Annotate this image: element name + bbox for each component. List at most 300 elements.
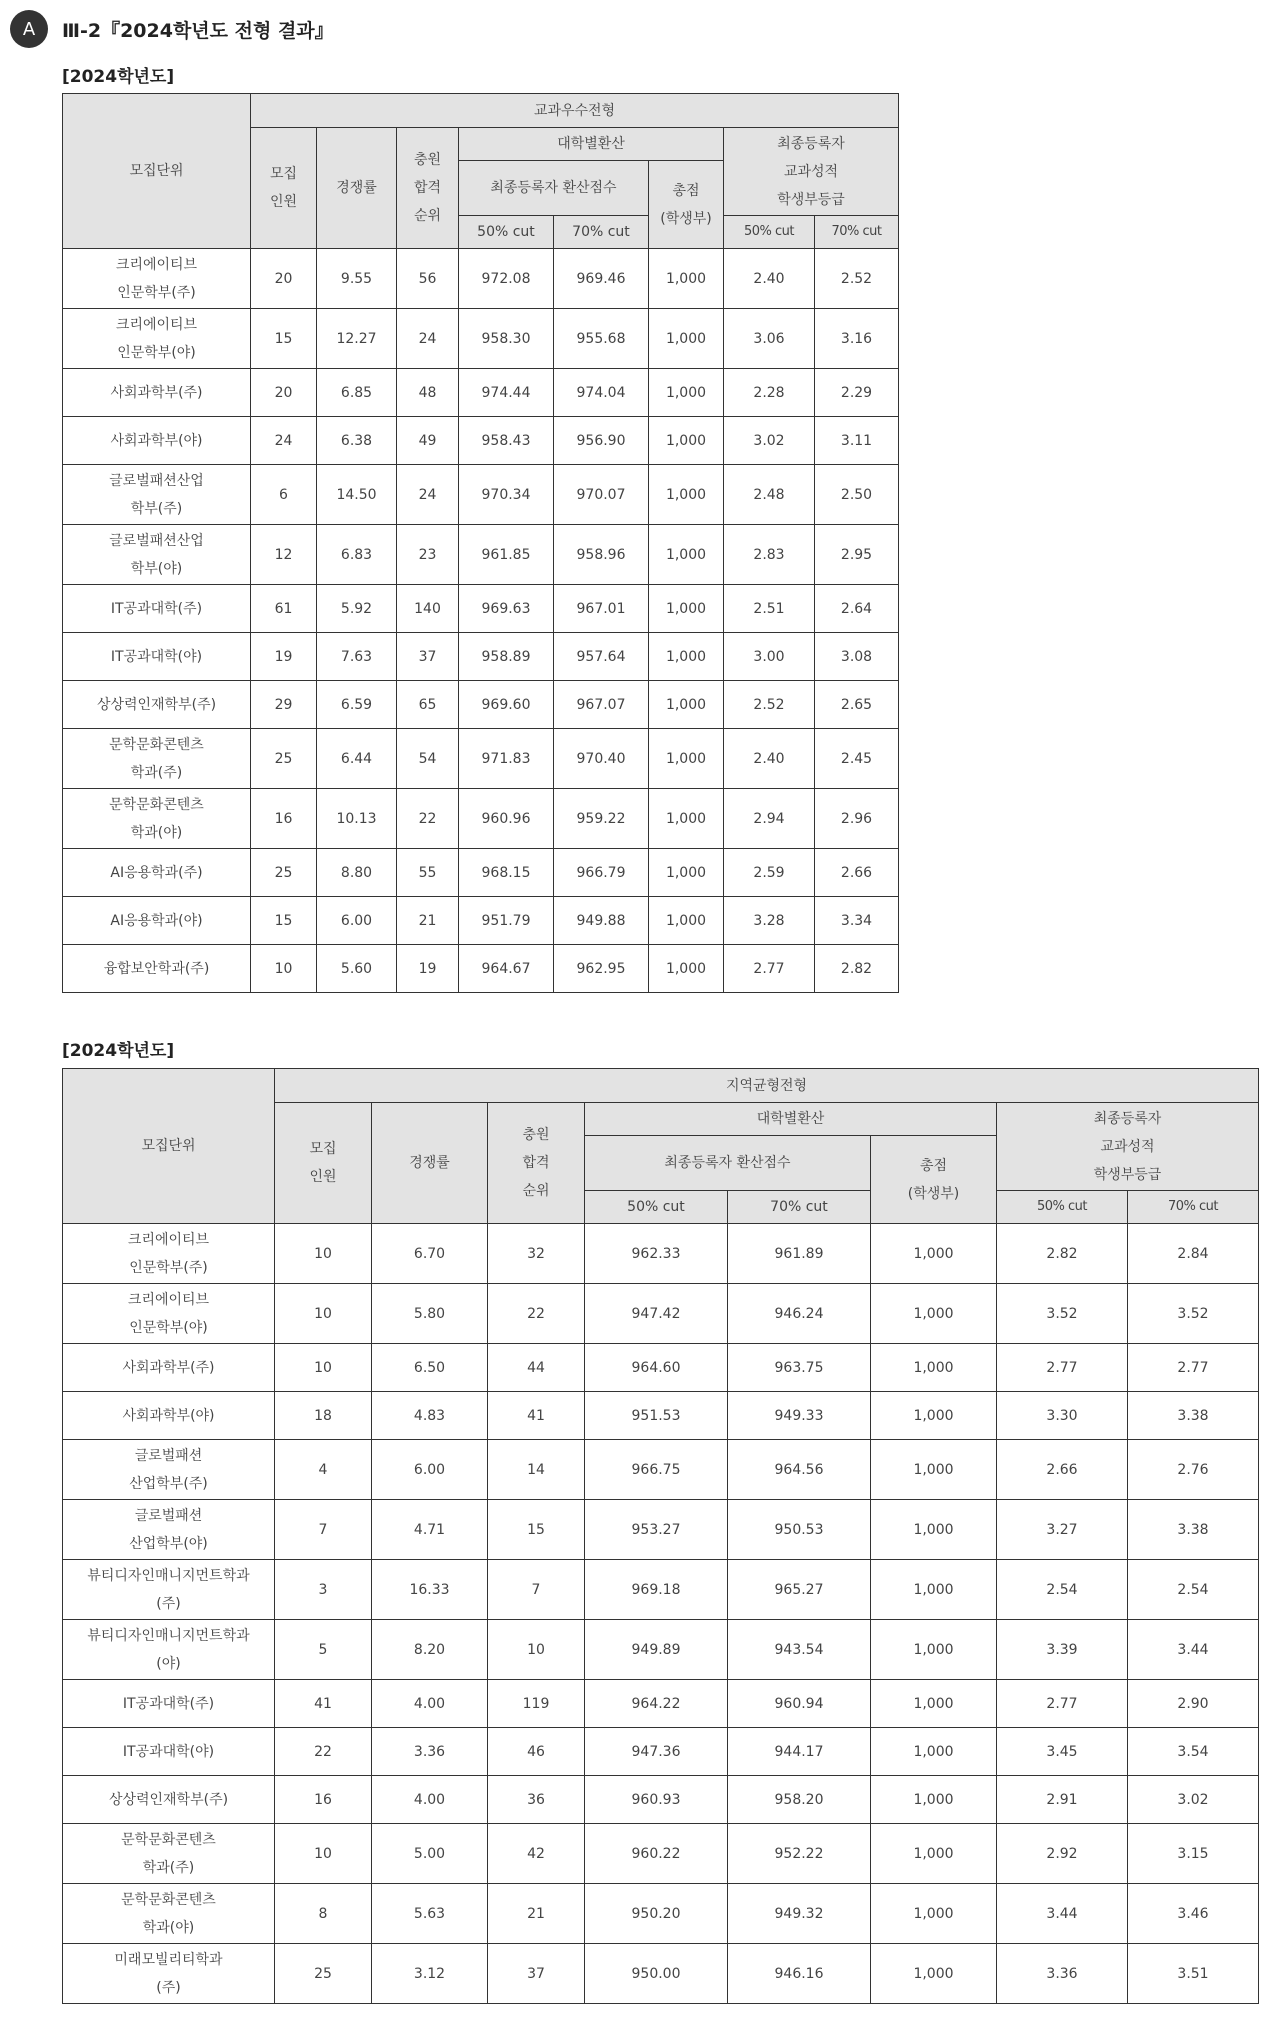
conv-50-cell: 947.42 — [585, 1284, 728, 1344]
recruit-cell: 18 — [275, 1392, 372, 1440]
grade-70-cell: 2.50 — [815, 465, 899, 525]
unit-cell: 문학문화콘텐츠 학과(야) — [63, 789, 251, 849]
total-cell: 1,000 — [649, 945, 724, 993]
rate-cell: 6.85 — [317, 369, 397, 417]
waitlist-cell: 23 — [397, 525, 459, 585]
header-univ-conv: 대학별환산 — [459, 128, 724, 161]
table1-subtitle: [2024학년도] — [62, 67, 175, 87]
total-cell: 1,000 — [871, 1728, 997, 1776]
rate-cell: 8.80 — [317, 849, 397, 897]
total-cell: 1,000 — [649, 897, 724, 945]
header-conv-70: 70% cut — [728, 1191, 871, 1224]
conv-50-cell: 964.67 — [459, 945, 554, 993]
conv-70-cell: 967.07 — [554, 681, 649, 729]
grade-50-cell: 2.40 — [724, 249, 815, 309]
conv-70-cell: 956.90 — [554, 417, 649, 465]
unit-cell: 융합보안학과(주) — [63, 945, 251, 993]
total-cell: 1,000 — [871, 1500, 997, 1560]
recruit-cell: 6 — [251, 465, 317, 525]
table-row — [63, 525, 899, 585]
table-row — [63, 369, 899, 417]
grade-70-cell: 2.77 — [1128, 1344, 1259, 1392]
rate-cell: 6.50 — [372, 1344, 488, 1392]
grade-50-cell: 2.48 — [724, 465, 815, 525]
waitlist-cell: 10 — [488, 1620, 585, 1680]
grade-70-cell: 3.44 — [1128, 1620, 1259, 1680]
conv-70-cell: 943.54 — [728, 1620, 871, 1680]
rate-cell: 6.00 — [317, 897, 397, 945]
recruit-cell: 7 — [275, 1500, 372, 1560]
waitlist-cell: 32 — [488, 1224, 585, 1284]
grade-70-cell: 3.52 — [1128, 1284, 1259, 1344]
grade-50-cell: 3.44 — [997, 1884, 1128, 1944]
rate-cell: 5.80 — [372, 1284, 488, 1344]
conv-70-cell: 949.88 — [554, 897, 649, 945]
grade-70-cell: 2.52 — [815, 249, 899, 309]
rate-cell: 6.38 — [317, 417, 397, 465]
grade-70-cell: 2.29 — [815, 369, 899, 417]
header-conv-50: 50% cut — [459, 216, 554, 249]
total-cell: 1,000 — [871, 1884, 997, 1944]
waitlist-cell: 49 — [397, 417, 459, 465]
table-row — [63, 1344, 1259, 1392]
conv-70-cell: 969.46 — [554, 249, 649, 309]
conv-50-cell: 953.27 — [585, 1500, 728, 1560]
table-row — [63, 585, 899, 633]
table-row — [63, 1680, 1259, 1728]
grade-50-cell: 3.36 — [997, 1944, 1128, 2004]
unit-cell: 뷰티디자인매니지먼트학과 (야) — [63, 1620, 275, 1680]
conv-70-cell: 960.94 — [728, 1680, 871, 1728]
conv-50-cell: 969.63 — [459, 585, 554, 633]
grade-50-cell: 2.52 — [724, 681, 815, 729]
header-track: 교과우수전형 — [251, 94, 899, 128]
table-row — [63, 1776, 1259, 1824]
grade-50-cell: 2.59 — [724, 849, 815, 897]
grade-50-cell: 3.06 — [724, 309, 815, 369]
conv-70-cell: 962.95 — [554, 945, 649, 993]
rate-cell: 5.63 — [372, 1884, 488, 1944]
unit-cell: IT공과대학(주) — [63, 1680, 275, 1728]
recruit-cell: 24 — [251, 417, 317, 465]
waitlist-cell: 22 — [397, 789, 459, 849]
grade-50-cell: 2.66 — [997, 1440, 1128, 1500]
grade-70-cell: 2.64 — [815, 585, 899, 633]
grade-70-cell: 3.11 — [815, 417, 899, 465]
rate-cell: 5.92 — [317, 585, 397, 633]
grade-50-cell: 3.00 — [724, 633, 815, 681]
table-row — [63, 249, 899, 309]
table-row — [63, 633, 899, 681]
table-row — [63, 417, 899, 465]
header-conv-50: 50% cut — [585, 1191, 728, 1224]
grade-70-cell: 2.96 — [815, 789, 899, 849]
waitlist-cell: 22 — [488, 1284, 585, 1344]
header-rate: 경쟁률 — [372, 1103, 488, 1224]
grade-70-cell: 3.38 — [1128, 1500, 1259, 1560]
unit-cell: 사회과학부(야) — [63, 417, 251, 465]
total-cell: 1,000 — [649, 309, 724, 369]
unit-cell: 미래모빌리티학과 (주) — [63, 1944, 275, 2004]
conv-50-cell: 950.00 — [585, 1944, 728, 2004]
grade-50-cell: 2.40 — [724, 729, 815, 789]
conv-50-cell: 958.30 — [459, 309, 554, 369]
table2-subtitle: [2024학년도] — [62, 1041, 175, 1061]
unit-cell: 크리에이티브 인문학부(야) — [63, 309, 251, 369]
waitlist-cell: 14 — [488, 1440, 585, 1500]
conv-50-cell: 966.75 — [585, 1440, 728, 1500]
recruit-cell: 41 — [275, 1680, 372, 1728]
conv-50-cell: 968.15 — [459, 849, 554, 897]
rate-cell: 8.20 — [372, 1620, 488, 1680]
waitlist-cell: 41 — [488, 1392, 585, 1440]
total-cell: 1,000 — [871, 1344, 997, 1392]
conv-50-cell: 960.93 — [585, 1776, 728, 1824]
header-final-conv: 최종등록자 환산점수 — [585, 1136, 871, 1191]
unit-cell: IT공과대학(주) — [63, 585, 251, 633]
conv-70-cell: 970.40 — [554, 729, 649, 789]
rate-cell: 9.55 — [317, 249, 397, 309]
total-cell: 1,000 — [871, 1944, 997, 2004]
table-row — [63, 1224, 1259, 1284]
recruit-cell: 25 — [251, 729, 317, 789]
conv-50-cell: 960.96 — [459, 789, 554, 849]
total-cell: 1,000 — [871, 1824, 997, 1884]
header-grade-70: 70% cut — [815, 216, 899, 249]
recruit-cell: 22 — [275, 1728, 372, 1776]
waitlist-cell: 37 — [488, 1944, 585, 2004]
total-cell: 1,000 — [871, 1392, 997, 1440]
conv-70-cell: 949.33 — [728, 1392, 871, 1440]
total-cell: 1,000 — [871, 1224, 997, 1284]
table-row — [63, 309, 899, 369]
conv-70-cell: 949.32 — [728, 1884, 871, 1944]
rate-cell: 6.00 — [372, 1440, 488, 1500]
conv-70-cell: 970.07 — [554, 465, 649, 525]
grade-50-cell: 3.02 — [724, 417, 815, 465]
rate-cell: 12.27 — [317, 309, 397, 369]
conv-70-cell: 957.64 — [554, 633, 649, 681]
table-kyogwa-result — [62, 93, 899, 993]
waitlist-cell: 36 — [488, 1776, 585, 1824]
waitlist-cell: 15 — [488, 1500, 585, 1560]
recruit-cell: 25 — [275, 1944, 372, 2004]
table-row — [63, 1500, 1259, 1560]
unit-cell: 글로벌패션산업 학부(주) — [63, 465, 251, 525]
conv-70-cell: 959.22 — [554, 789, 649, 849]
grade-50-cell: 2.77 — [997, 1344, 1128, 1392]
unit-cell: 문학문화콘텐츠 학과(주) — [63, 1824, 275, 1884]
unit-cell: AI응용학과(주) — [63, 849, 251, 897]
waitlist-cell: 42 — [488, 1824, 585, 1884]
recruit-cell: 10 — [251, 945, 317, 993]
grade-50-cell: 3.27 — [997, 1500, 1128, 1560]
recruit-cell: 15 — [251, 309, 317, 369]
grade-50-cell: 2.92 — [997, 1824, 1128, 1884]
conv-70-cell: 961.89 — [728, 1224, 871, 1284]
waitlist-cell: 46 — [488, 1728, 585, 1776]
conv-50-cell: 971.83 — [459, 729, 554, 789]
unit-cell: 크리에이티브 인문학부(주) — [63, 249, 251, 309]
conv-50-cell: 964.22 — [585, 1680, 728, 1728]
waitlist-cell: 24 — [397, 309, 459, 369]
total-cell: 1,000 — [871, 1440, 997, 1500]
grade-70-cell: 2.82 — [815, 945, 899, 993]
rate-cell: 4.00 — [372, 1776, 488, 1824]
grade-50-cell: 3.39 — [997, 1620, 1128, 1680]
rate-cell: 5.00 — [372, 1824, 488, 1884]
grade-50-cell: 2.77 — [724, 945, 815, 993]
grade-70-cell: 3.54 — [1128, 1728, 1259, 1776]
rate-cell: 14.50 — [317, 465, 397, 525]
waitlist-cell: 19 — [397, 945, 459, 993]
conv-50-cell: 972.08 — [459, 249, 554, 309]
rate-cell: 16.33 — [372, 1560, 488, 1620]
conv-70-cell: 944.17 — [728, 1728, 871, 1776]
recruit-cell: 10 — [275, 1344, 372, 1392]
header-grade-50: 50% cut — [997, 1191, 1128, 1224]
recruit-cell: 8 — [275, 1884, 372, 1944]
conv-70-cell: 952.22 — [728, 1824, 871, 1884]
recruit-cell: 12 — [251, 525, 317, 585]
waitlist-cell: 21 — [397, 897, 459, 945]
recruit-cell: 15 — [251, 897, 317, 945]
table-row — [63, 1944, 1259, 2004]
grade-50-cell: 3.52 — [997, 1284, 1128, 1344]
unit-cell: 크리에이티브 인문학부(주) — [63, 1224, 275, 1284]
table-row — [63, 729, 899, 789]
grade-70-cell: 3.38 — [1128, 1392, 1259, 1440]
table-row — [63, 1284, 1259, 1344]
recruit-cell: 10 — [275, 1284, 372, 1344]
conv-70-cell: 963.75 — [728, 1344, 871, 1392]
grade-70-cell: 2.76 — [1128, 1440, 1259, 1500]
conv-50-cell: 962.33 — [585, 1224, 728, 1284]
waitlist-cell: 37 — [397, 633, 459, 681]
waitlist-cell: 21 — [488, 1884, 585, 1944]
conv-50-cell: 974.44 — [459, 369, 554, 417]
total-cell: 1,000 — [649, 729, 724, 789]
header-track: 지역균형전형 — [275, 1069, 1259, 1103]
conv-70-cell: 966.79 — [554, 849, 649, 897]
total-cell: 1,000 — [871, 1284, 997, 1344]
recruit-cell: 5 — [275, 1620, 372, 1680]
rate-cell: 4.83 — [372, 1392, 488, 1440]
header-final-grade: 최종등록자 교과성적 학생부등급 — [997, 1103, 1259, 1191]
conv-50-cell: 960.22 — [585, 1824, 728, 1884]
grade-70-cell: 2.45 — [815, 729, 899, 789]
grade-50-cell: 3.45 — [997, 1728, 1128, 1776]
grade-70-cell: 3.46 — [1128, 1884, 1259, 1944]
conv-50-cell: 964.60 — [585, 1344, 728, 1392]
conv-50-cell: 958.43 — [459, 417, 554, 465]
rate-cell: 6.44 — [317, 729, 397, 789]
grade-50-cell: 2.28 — [724, 369, 815, 417]
recruit-cell: 10 — [275, 1824, 372, 1884]
header-final-conv: 최종등록자 환산점수 — [459, 161, 649, 216]
grade-70-cell: 2.66 — [815, 849, 899, 897]
grade-50-cell: 2.51 — [724, 585, 815, 633]
conv-50-cell: 961.85 — [459, 525, 554, 585]
recruit-cell: 16 — [251, 789, 317, 849]
recruit-cell: 20 — [251, 369, 317, 417]
grade-50-cell: 2.54 — [997, 1560, 1128, 1620]
unit-cell: 문학문화콘텐츠 학과(야) — [63, 1884, 275, 1944]
waitlist-cell: 55 — [397, 849, 459, 897]
conv-50-cell: 969.60 — [459, 681, 554, 729]
unit-cell: 문학문화콘텐츠 학과(주) — [63, 729, 251, 789]
header-waitlist: 충원 합격 순위 — [397, 128, 459, 249]
total-cell: 1,000 — [649, 417, 724, 465]
conv-50-cell: 970.34 — [459, 465, 554, 525]
rate-cell: 7.63 — [317, 633, 397, 681]
grade-70-cell: 3.02 — [1128, 1776, 1259, 1824]
unit-cell: 상상력인재학부(주) — [63, 681, 251, 729]
header-conv-70: 70% cut — [554, 216, 649, 249]
header-recruit: 모집 인원 — [251, 128, 317, 249]
unit-cell: IT공과대학(야) — [63, 633, 251, 681]
total-cell: 1,000 — [649, 465, 724, 525]
conv-70-cell: 958.96 — [554, 525, 649, 585]
total-cell: 1,000 — [649, 369, 724, 417]
section-badge: A — [10, 10, 48, 48]
grade-50-cell: 3.28 — [724, 897, 815, 945]
rate-cell: 5.60 — [317, 945, 397, 993]
unit-cell: 글로벌패션 산업학부(주) — [63, 1440, 275, 1500]
recruit-cell: 16 — [275, 1776, 372, 1824]
recruit-cell: 10 — [275, 1224, 372, 1284]
total-cell: 1,000 — [871, 1776, 997, 1824]
conv-50-cell: 950.20 — [585, 1884, 728, 1944]
recruit-cell: 61 — [251, 585, 317, 633]
header-univ-conv: 대학별환산 — [585, 1103, 997, 1136]
table-row — [63, 897, 899, 945]
table-regional-result — [62, 1068, 1259, 2004]
grade-50-cell: 3.30 — [997, 1392, 1128, 1440]
grade-70-cell: 3.08 — [815, 633, 899, 681]
rate-cell: 6.83 — [317, 525, 397, 585]
grade-70-cell: 2.84 — [1128, 1224, 1259, 1284]
grade-50-cell: 2.94 — [724, 789, 815, 849]
conv-70-cell: 965.27 — [728, 1560, 871, 1620]
grade-70-cell: 2.65 — [815, 681, 899, 729]
recruit-cell: 4 — [275, 1440, 372, 1500]
unit-cell: 크리에이티브 인문학부(야) — [63, 1284, 275, 1344]
table-row — [63, 1560, 1259, 1620]
table-row — [63, 681, 899, 729]
unit-cell: 상상력인재학부(주) — [63, 1776, 275, 1824]
grade-70-cell: 3.34 — [815, 897, 899, 945]
rate-cell: 3.12 — [372, 1944, 488, 2004]
header-rate: 경쟁률 — [317, 128, 397, 249]
header-grade-50: 50% cut — [724, 216, 815, 249]
total-cell: 1,000 — [871, 1620, 997, 1680]
waitlist-cell: 24 — [397, 465, 459, 525]
unit-cell: AI응용학과(야) — [63, 897, 251, 945]
table-row — [63, 1824, 1259, 1884]
table-row — [63, 1884, 1259, 1944]
waitlist-cell: 65 — [397, 681, 459, 729]
waitlist-cell: 44 — [488, 1344, 585, 1392]
waitlist-cell: 56 — [397, 249, 459, 309]
table-row — [63, 945, 899, 993]
header-recruit: 모집 인원 — [275, 1103, 372, 1224]
table-row — [63, 789, 899, 849]
table-row — [63, 1392, 1259, 1440]
total-cell: 1,000 — [649, 849, 724, 897]
unit-cell: 사회과학부(야) — [63, 1392, 275, 1440]
waitlist-cell: 7 — [488, 1560, 585, 1620]
recruit-cell: 29 — [251, 681, 317, 729]
recruit-cell: 20 — [251, 249, 317, 309]
unit-cell: 사회과학부(주) — [63, 369, 251, 417]
table-row — [63, 465, 899, 525]
table-row — [63, 849, 899, 897]
header-final-grade: 최종등록자 교과성적 학생부등급 — [724, 128, 899, 216]
section-title: Ⅲ-2『2024학년도 전형 결과』 — [62, 19, 334, 42]
conv-70-cell: 974.04 — [554, 369, 649, 417]
header-grade-70: 70% cut — [1128, 1191, 1259, 1224]
header-total: 총점 (학생부) — [649, 161, 724, 249]
recruit-cell: 19 — [251, 633, 317, 681]
waitlist-cell: 140 — [397, 585, 459, 633]
grade-70-cell: 2.95 — [815, 525, 899, 585]
recruit-cell: 3 — [275, 1560, 372, 1620]
grade-50-cell: 2.83 — [724, 525, 815, 585]
conv-70-cell: 946.16 — [728, 1944, 871, 2004]
unit-cell: 사회과학부(주) — [63, 1344, 275, 1392]
conv-70-cell: 958.20 — [728, 1776, 871, 1824]
rate-cell: 10.13 — [317, 789, 397, 849]
header-unit: 모집단위 — [63, 1069, 275, 1224]
table-row — [63, 1620, 1259, 1680]
grade-70-cell: 3.51 — [1128, 1944, 1259, 2004]
table-row — [63, 1440, 1259, 1500]
total-cell: 1,000 — [649, 789, 724, 849]
waitlist-cell: 54 — [397, 729, 459, 789]
rate-cell: 4.71 — [372, 1500, 488, 1560]
grade-50-cell: 2.91 — [997, 1776, 1128, 1824]
grade-70-cell: 3.15 — [1128, 1824, 1259, 1884]
unit-cell: 글로벌패션 산업학부(야) — [63, 1500, 275, 1560]
rate-cell: 3.36 — [372, 1728, 488, 1776]
unit-cell: IT공과대학(야) — [63, 1728, 275, 1776]
total-cell: 1,000 — [649, 585, 724, 633]
header-unit: 모집단위 — [63, 94, 251, 249]
conv-70-cell: 967.01 — [554, 585, 649, 633]
conv-50-cell: 951.79 — [459, 897, 554, 945]
conv-50-cell: 947.36 — [585, 1728, 728, 1776]
unit-cell: 뷰티디자인매니지먼트학과 (주) — [63, 1560, 275, 1620]
rate-cell: 4.00 — [372, 1680, 488, 1728]
header-waitlist: 충원 합격 순위 — [488, 1103, 585, 1224]
grade-70-cell: 2.90 — [1128, 1680, 1259, 1728]
total-cell: 1,000 — [649, 633, 724, 681]
conv-50-cell: 951.53 — [585, 1392, 728, 1440]
conv-50-cell: 969.18 — [585, 1560, 728, 1620]
conv-50-cell: 958.89 — [459, 633, 554, 681]
grade-50-cell: 2.82 — [997, 1224, 1128, 1284]
total-cell: 1,000 — [649, 249, 724, 309]
waitlist-cell: 119 — [488, 1680, 585, 1728]
total-cell: 1,000 — [649, 525, 724, 585]
rate-cell: 6.59 — [317, 681, 397, 729]
unit-cell: 글로벌패션산업 학부(야) — [63, 525, 251, 585]
table-row — [63, 1728, 1259, 1776]
grade-50-cell: 2.77 — [997, 1680, 1128, 1728]
header-total: 총점 (학생부) — [871, 1136, 997, 1224]
conv-50-cell: 949.89 — [585, 1620, 728, 1680]
